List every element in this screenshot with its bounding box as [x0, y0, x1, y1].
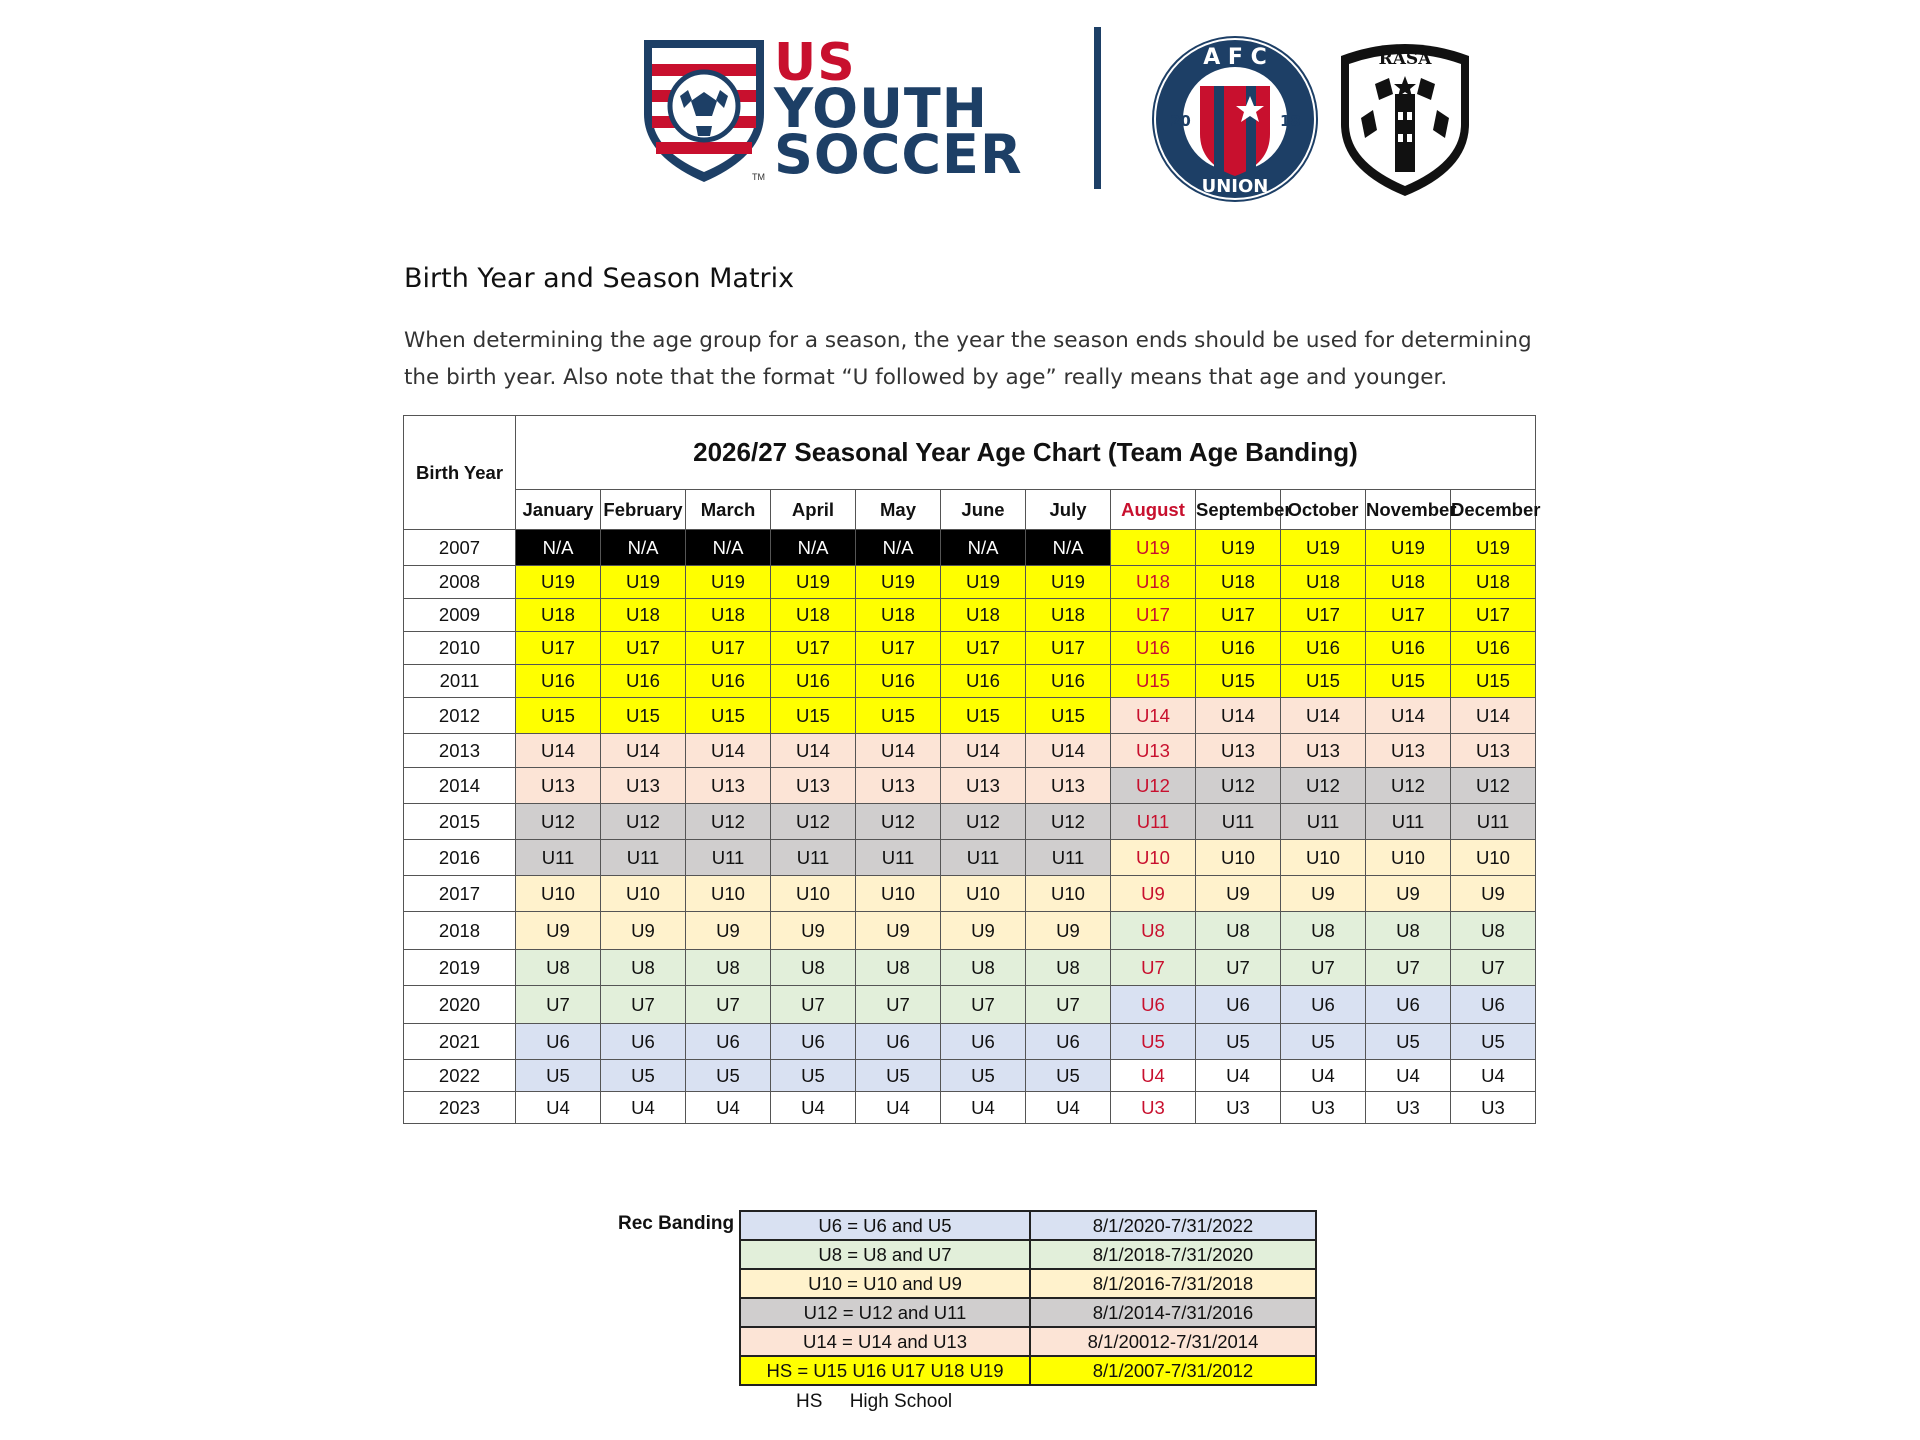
table-row — [404, 665, 1536, 698]
age-group-cell: U13 — [1026, 768, 1111, 804]
age-group-cell: U9 — [941, 912, 1026, 950]
table-row — [404, 734, 1536, 768]
age-group-cell: U6 — [1281, 986, 1366, 1024]
age-group-cell: U9 — [1451, 876, 1536, 912]
age-group-cell: U4 — [1281, 1060, 1366, 1092]
age-group-cell: U17 — [1111, 599, 1196, 632]
birth-year-cell: 2014 — [404, 768, 516, 804]
legend-dates: 8/1/2014-7/31/2016 — [1030, 1298, 1316, 1327]
age-group-cell: U19 — [856, 566, 941, 599]
age-group-cell: U9 — [1026, 912, 1111, 950]
age-group-cell: U9 — [1196, 876, 1281, 912]
age-group-cell: U4 — [941, 1092, 1026, 1124]
age-group-cell: U18 — [601, 599, 686, 632]
table-row — [404, 698, 1536, 734]
month-header-march: March — [686, 490, 771, 530]
legend-band: U12 = U12 and U11 — [740, 1298, 1030, 1327]
age-group-cell: U19 — [1026, 566, 1111, 599]
legend-row — [740, 1298, 1316, 1327]
age-group-cell: U14 — [1281, 698, 1366, 734]
birth-year-cell: 2023 — [404, 1092, 516, 1124]
table-row — [404, 1060, 1536, 1092]
page-title: Birth Year and Season Matrix — [404, 263, 795, 294]
legend-row — [740, 1327, 1316, 1356]
age-group-cell: U12 — [601, 804, 686, 840]
age-group-cell: U18 — [856, 599, 941, 632]
month-header-row — [404, 490, 1536, 530]
age-group-cell: U3 — [1111, 1092, 1196, 1124]
age-group-cell: U9 — [1111, 876, 1196, 912]
age-group-cell: U8 — [1196, 912, 1281, 950]
usys-shield-icon — [640, 34, 770, 184]
age-group-cell: U7 — [686, 986, 771, 1024]
age-group-cell: U15 — [1111, 665, 1196, 698]
age-group-cell: U10 — [771, 876, 856, 912]
header-logos — [0, 24, 1920, 204]
hs-full: High School — [849, 1391, 953, 1412]
age-group-cell: U16 — [1281, 632, 1366, 665]
age-group-cell: U9 — [1281, 876, 1366, 912]
age-group-cell: U5 — [941, 1060, 1026, 1092]
age-group-cell: U17 — [1196, 599, 1281, 632]
age-group-cell: U9 — [856, 912, 941, 950]
age-group-cell: U11 — [1026, 840, 1111, 876]
age-group-cell: U13 — [1366, 734, 1451, 768]
age-group-cell: U14 — [1366, 698, 1451, 734]
age-group-cell: U5 — [1366, 1024, 1451, 1060]
age-group-cell: U14 — [1026, 734, 1111, 768]
age-group-cell: U18 — [1281, 566, 1366, 599]
age-group-cell: U4 — [1451, 1060, 1536, 1092]
age-group-cell: N/A — [1026, 530, 1111, 566]
age-group-cell: U5 — [1196, 1024, 1281, 1060]
age-group-cell: U19 — [771, 566, 856, 599]
age-group-cell: U16 — [516, 665, 601, 698]
age-group-cell: U7 — [1366, 950, 1451, 986]
age-group-cell: U7 — [1111, 950, 1196, 986]
table-row — [404, 804, 1536, 840]
age-group-cell: U4 — [1026, 1092, 1111, 1124]
age-group-cell: U8 — [1366, 912, 1451, 950]
age-group-cell: U6 — [601, 1024, 686, 1060]
legend-dates: 8/1/2018-7/31/2020 — [1030, 1240, 1316, 1269]
age-group-cell: N/A — [516, 530, 601, 566]
age-group-cell: U14 — [686, 734, 771, 768]
age-group-cell: U12 — [771, 804, 856, 840]
age-group-cell: U10 — [1026, 876, 1111, 912]
age-group-cell: U19 — [1281, 530, 1366, 566]
age-group-cell: U10 — [941, 876, 1026, 912]
age-group-cell: U19 — [601, 566, 686, 599]
age-group-cell: U5 — [1451, 1024, 1536, 1060]
age-group-cell: U11 — [601, 840, 686, 876]
age-group-cell: U8 — [516, 950, 601, 986]
table-row — [404, 566, 1536, 599]
birth-year-cell: 2016 — [404, 840, 516, 876]
age-group-cell: U11 — [941, 840, 1026, 876]
legend-row — [740, 1240, 1316, 1269]
age-group-cell: U6 — [686, 1024, 771, 1060]
age-group-cell: U5 — [856, 1060, 941, 1092]
age-group-cell: U8 — [1451, 912, 1536, 950]
age-group-cell: U19 — [1196, 530, 1281, 566]
age-group-cell: U16 — [686, 665, 771, 698]
age-group-cell: U11 — [1196, 804, 1281, 840]
age-group-cell: U19 — [1111, 530, 1196, 566]
age-group-cell: U14 — [856, 734, 941, 768]
age-group-cell: U4 — [1111, 1060, 1196, 1092]
age-group-cell: U9 — [771, 912, 856, 950]
age-group-cell: U17 — [1026, 632, 1111, 665]
legend-row — [740, 1269, 1316, 1298]
age-group-cell: U13 — [941, 768, 1026, 804]
birth-year-cell: 2013 — [404, 734, 516, 768]
age-group-cell: U17 — [686, 632, 771, 665]
age-group-cell: U6 — [1196, 986, 1281, 1024]
age-group-cell: U11 — [516, 840, 601, 876]
month-header-july: July — [1026, 490, 1111, 530]
age-group-cell: U4 — [516, 1092, 601, 1124]
birth-year-cell: 2008 — [404, 566, 516, 599]
table-row — [404, 912, 1536, 950]
age-group-cell: U18 — [1366, 566, 1451, 599]
age-group-cell: U5 — [601, 1060, 686, 1092]
table-row — [404, 530, 1536, 566]
age-group-cell: U12 — [941, 804, 1026, 840]
age-group-cell: U15 — [1451, 665, 1536, 698]
age-group-cell: U10 — [856, 876, 941, 912]
age-group-cell: U19 — [1366, 530, 1451, 566]
age-group-cell: U19 — [686, 566, 771, 599]
age-group-cell: U7 — [941, 986, 1026, 1024]
age-group-cell: U15 — [1281, 665, 1366, 698]
age-group-cell: U5 — [1111, 1024, 1196, 1060]
age-group-cell: U4 — [601, 1092, 686, 1124]
birth-year-cell: 2015 — [404, 804, 516, 840]
table-row — [404, 1092, 1536, 1124]
legend-dates: 8/1/2020-7/31/2022 — [1030, 1211, 1316, 1240]
age-group-cell: U13 — [516, 768, 601, 804]
afc-top-text: A F C — [1203, 45, 1267, 70]
age-group-cell: U5 — [1026, 1060, 1111, 1092]
age-group-cell: U12 — [1281, 768, 1366, 804]
age-group-cell: U12 — [1026, 804, 1111, 840]
rasa-text: RASA — [1378, 49, 1432, 69]
age-group-cell: U4 — [1366, 1060, 1451, 1092]
age-group-cell: U14 — [601, 734, 686, 768]
age-group-cell: U13 — [856, 768, 941, 804]
month-header-november: November — [1366, 490, 1451, 530]
age-group-cell: U18 — [941, 599, 1026, 632]
age-group-cell: U19 — [941, 566, 1026, 599]
age-group-cell: U8 — [856, 950, 941, 986]
month-header-december: December — [1451, 490, 1536, 530]
age-group-cell: U14 — [516, 734, 601, 768]
age-group-cell: U7 — [1451, 950, 1536, 986]
age-group-cell: U15 — [1366, 665, 1451, 698]
month-header-may: May — [856, 490, 941, 530]
age-group-cell: U14 — [1111, 698, 1196, 734]
age-group-cell: U13 — [686, 768, 771, 804]
usys-wordmark — [774, 33, 1023, 186]
age-group-cell: U8 — [686, 950, 771, 986]
legend-row — [740, 1211, 1316, 1240]
age-group-cell: U8 — [941, 950, 1026, 986]
usys-line-3: SOCCER — [774, 123, 1023, 186]
rasa-logo — [1335, 38, 1475, 198]
legend-band: U8 = U8 and U7 — [740, 1240, 1030, 1269]
age-group-cell: U4 — [1196, 1060, 1281, 1092]
legend-row — [740, 1356, 1316, 1385]
age-group-cell: U11 — [771, 840, 856, 876]
table-row — [404, 876, 1536, 912]
age-group-cell: U11 — [1111, 804, 1196, 840]
age-group-cell: U4 — [686, 1092, 771, 1124]
age-group-cell: U12 — [1451, 768, 1536, 804]
age-group-cell: U18 — [1026, 599, 1111, 632]
age-group-cell: U9 — [516, 912, 601, 950]
age-group-cell: U11 — [856, 840, 941, 876]
age-group-cell: U11 — [1281, 804, 1366, 840]
age-group-cell: U11 — [1366, 804, 1451, 840]
birth-year-cell: 2019 — [404, 950, 516, 986]
age-group-cell: U16 — [771, 665, 856, 698]
age-group-cell: N/A — [856, 530, 941, 566]
age-group-cell: U3 — [1281, 1092, 1366, 1124]
month-header-october: October — [1281, 490, 1366, 530]
usys-line-1: US — [774, 33, 856, 93]
age-group-cell: U18 — [1451, 566, 1536, 599]
age-group-cell: U12 — [1196, 768, 1281, 804]
age-group-cell: U3 — [1196, 1092, 1281, 1124]
age-group-cell: U6 — [1111, 986, 1196, 1024]
age-group-cell: N/A — [686, 530, 771, 566]
age-group-cell: U11 — [1451, 804, 1536, 840]
age-group-cell: U18 — [686, 599, 771, 632]
hs-abbreviation-note — [796, 1391, 974, 1413]
age-group-cell: U9 — [1366, 876, 1451, 912]
age-group-cell: U5 — [516, 1060, 601, 1092]
table-row — [404, 1024, 1536, 1060]
birth-year-header: Birth Year — [404, 416, 516, 530]
month-header-august: August — [1111, 490, 1196, 530]
month-header-april: April — [771, 490, 856, 530]
age-group-cell: N/A — [601, 530, 686, 566]
age-group-cell: U5 — [1281, 1024, 1366, 1060]
age-group-cell: U19 — [1451, 530, 1536, 566]
age-group-cell: U15 — [856, 698, 941, 734]
age-group-cell: U10 — [516, 876, 601, 912]
age-group-cell: U18 — [516, 599, 601, 632]
age-group-cell: U16 — [1196, 632, 1281, 665]
legend-band: HS = U15 U16 U17 U18 U19 — [740, 1356, 1030, 1385]
table-row — [404, 840, 1536, 876]
age-group-cell: U15 — [1196, 665, 1281, 698]
age-group-cell: U10 — [1451, 840, 1536, 876]
age-group-cell: U6 — [941, 1024, 1026, 1060]
age-group-cell: U17 — [856, 632, 941, 665]
legend-band: U6 = U6 and U5 — [740, 1211, 1030, 1240]
age-chart-table — [403, 415, 1541, 1124]
age-group-cell: U16 — [1366, 632, 1451, 665]
hs-abbr: HS — [796, 1391, 823, 1412]
age-group-cell: U10 — [1111, 840, 1196, 876]
age-group-cell: U15 — [771, 698, 856, 734]
age-group-cell: U7 — [1281, 950, 1366, 986]
month-header-june: June — [941, 490, 1026, 530]
age-group-cell: U17 — [1451, 599, 1536, 632]
legend-dates: 8/1/20012-7/31/2014 — [1030, 1327, 1316, 1356]
age-group-cell: U13 — [1196, 734, 1281, 768]
age-group-cell: U7 — [601, 986, 686, 1024]
age-group-cell: U14 — [941, 734, 1026, 768]
age-group-cell: U16 — [941, 665, 1026, 698]
month-header-february: February — [601, 490, 686, 530]
age-group-cell: U16 — [856, 665, 941, 698]
age-group-cell: U13 — [1451, 734, 1536, 768]
age-group-cell: U15 — [516, 698, 601, 734]
birth-year-cell: 2011 — [404, 665, 516, 698]
age-group-cell: U10 — [1366, 840, 1451, 876]
birth-year-cell: 2021 — [404, 1024, 516, 1060]
age-group-cell: U15 — [1026, 698, 1111, 734]
age-group-cell: U6 — [516, 1024, 601, 1060]
afc-left-year: 20 — [1170, 112, 1191, 130]
age-group-cell: U18 — [771, 599, 856, 632]
age-group-cell: U18 — [1111, 566, 1196, 599]
age-group-cell: U12 — [1366, 768, 1451, 804]
age-group-cell: U6 — [1026, 1024, 1111, 1060]
age-group-cell: N/A — [771, 530, 856, 566]
rec-banding-body — [740, 1211, 1316, 1385]
age-group-cell: U17 — [1366, 599, 1451, 632]
age-group-cell: U7 — [856, 986, 941, 1024]
age-group-cell: U16 — [601, 665, 686, 698]
birth-year-cell: 2017 — [404, 876, 516, 912]
age-group-cell: U13 — [601, 768, 686, 804]
age-group-cell: U15 — [941, 698, 1026, 734]
age-group-cell: U7 — [771, 986, 856, 1024]
table-row — [404, 599, 1536, 632]
table-row — [404, 950, 1536, 986]
table-row — [404, 986, 1536, 1024]
afc-right-year: 18 — [1280, 112, 1301, 130]
month-header-september: September — [1196, 490, 1281, 530]
age-group-cell: U6 — [1366, 986, 1451, 1024]
age-group-cell: U12 — [856, 804, 941, 840]
age-group-cell: U12 — [516, 804, 601, 840]
usys-line-2: YOUTH — [774, 77, 988, 140]
age-group-cell: U12 — [686, 804, 771, 840]
rec-banding-table — [739, 1210, 1317, 1386]
legend-dates: 8/1/2007-7/31/2012 — [1030, 1356, 1316, 1385]
afc-union-logo — [1150, 34, 1320, 204]
age-group-cell: U16 — [1451, 632, 1536, 665]
age-group-cell: U8 — [601, 950, 686, 986]
age-group-cell: U6 — [1451, 986, 1536, 1024]
age-group-cell: U10 — [1196, 840, 1281, 876]
age-group-cell: U7 — [1196, 950, 1281, 986]
age-group-cell: U5 — [771, 1060, 856, 1092]
age-group-cell: U4 — [771, 1092, 856, 1124]
table-row — [404, 768, 1536, 804]
age-group-cell: U19 — [516, 566, 601, 599]
age-group-cell: U4 — [856, 1092, 941, 1124]
legend-band: U10 = U10 and U9 — [740, 1269, 1030, 1298]
age-group-cell: N/A — [941, 530, 1026, 566]
age-group-cell: U8 — [1281, 912, 1366, 950]
intro-paragraph: When determining the age group for a season, the year the season ends should be used for determining the birth year. Also note that the format “U followed by age” really means that age and younger. — [404, 328, 1532, 390]
age-group-cell: U8 — [771, 950, 856, 986]
us-youth-soccer-logo — [640, 34, 1030, 194]
birth-year-cell: 2020 — [404, 986, 516, 1024]
age-group-cell: U13 — [1281, 734, 1366, 768]
age-group-cell: U14 — [1451, 698, 1536, 734]
birth-year-cell: 2009 — [404, 599, 516, 632]
age-group-cell: U17 — [771, 632, 856, 665]
age-group-cell: U9 — [601, 912, 686, 950]
age-group-cell: U17 — [941, 632, 1026, 665]
age-group-cell: U14 — [1196, 698, 1281, 734]
age-group-cell: U10 — [1281, 840, 1366, 876]
age-group-cell: U9 — [686, 912, 771, 950]
age-group-cell: U13 — [1111, 734, 1196, 768]
age-group-cell: U15 — [686, 698, 771, 734]
age-group-cell: U3 — [1451, 1092, 1536, 1124]
birth-year-cell: 2022 — [404, 1060, 516, 1092]
rec-banding-label: Rec Banding — [618, 1213, 735, 1234]
afc-bottom-text: UNION — [1201, 176, 1269, 197]
birth-year-cell: 2012 — [404, 698, 516, 734]
age-group-cell: U8 — [1026, 950, 1111, 986]
age-group-cell: U17 — [516, 632, 601, 665]
legend-band: U14 = U14 and U13 — [740, 1327, 1030, 1356]
age-group-cell: U16 — [1111, 632, 1196, 665]
age-group-cell: U12 — [1111, 768, 1196, 804]
age-chart-body — [404, 530, 1536, 1124]
chart-title: 2026/27 Seasonal Year Age Chart (Team Age Banding) — [516, 416, 1536, 490]
age-group-cell: U16 — [1026, 665, 1111, 698]
birth-year-cell: 2018 — [404, 912, 516, 950]
age-group-cell: U13 — [771, 768, 856, 804]
age-group-cell: U6 — [856, 1024, 941, 1060]
age-group-cell: U7 — [1026, 986, 1111, 1024]
age-group-cell: U11 — [686, 840, 771, 876]
birth-year-cell: 2007 — [404, 530, 516, 566]
table-row — [404, 632, 1536, 665]
age-group-cell: U6 — [771, 1024, 856, 1060]
usys-trademark: TM — [752, 172, 765, 182]
birth-year-cell: 2010 — [404, 632, 516, 665]
age-group-cell: U10 — [601, 876, 686, 912]
month-header-january: January — [516, 490, 601, 530]
age-group-cell: U17 — [1281, 599, 1366, 632]
age-group-cell: U7 — [516, 986, 601, 1024]
age-group-cell: U15 — [601, 698, 686, 734]
age-group-cell: U10 — [686, 876, 771, 912]
age-group-cell: U5 — [686, 1060, 771, 1092]
age-group-cell: U14 — [771, 734, 856, 768]
age-group-cell: U3 — [1366, 1092, 1451, 1124]
legend-dates: 8/1/2016-7/31/2018 — [1030, 1269, 1316, 1298]
age-group-cell: U8 — [1111, 912, 1196, 950]
age-group-cell: U17 — [601, 632, 686, 665]
age-group-cell: U18 — [1196, 566, 1281, 599]
logo-divider — [1094, 27, 1101, 189]
